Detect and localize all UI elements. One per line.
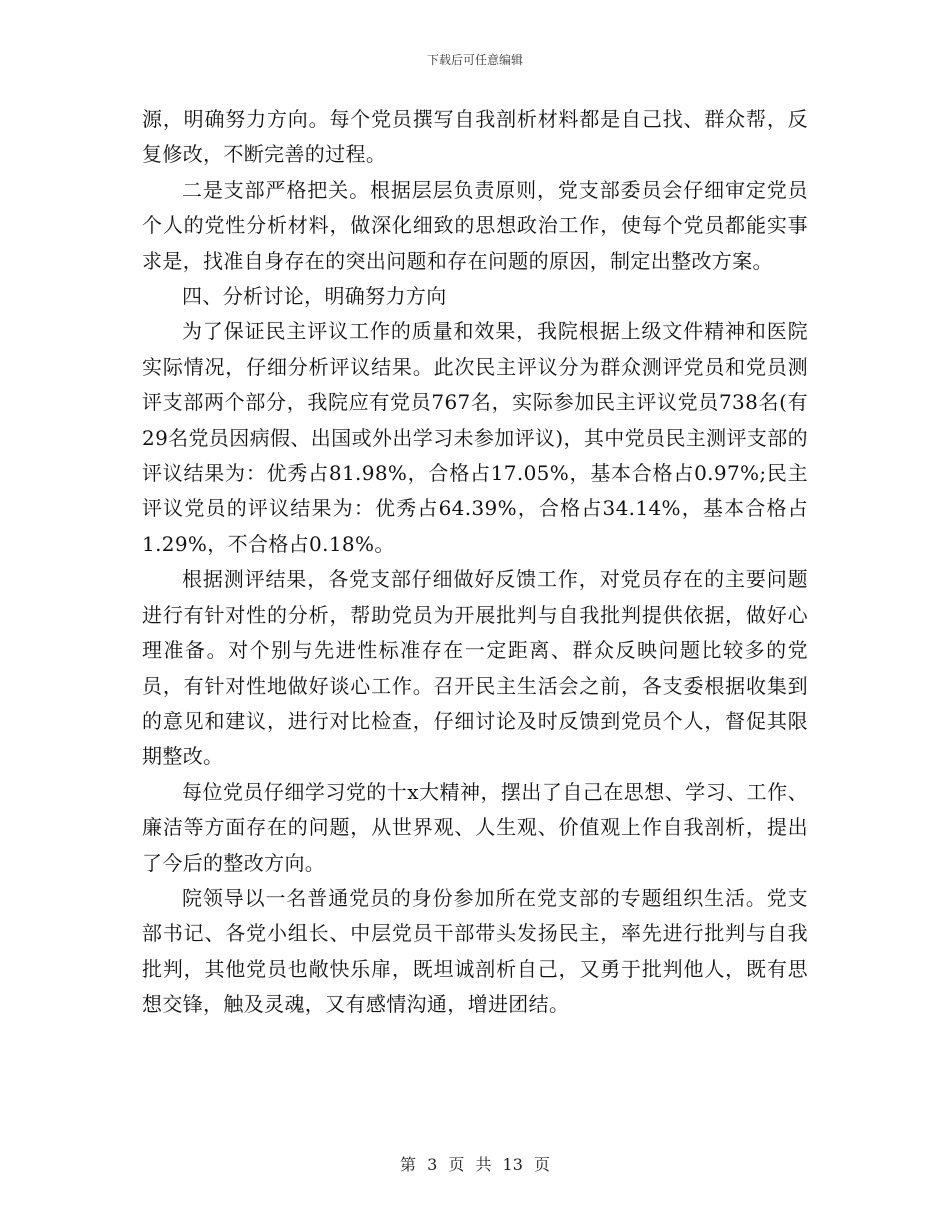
paragraph-feedback: 根据测评结果，各党支部仔细做好反馈工作，对党员存在的主要问题进行有针对性的分析，帮助党员为开展批判与自我批判提供依据，做好心理准备。对个别与先进性标准存在一定距离、群众反映问题比较多的党员，有针对性地做好谈心工作。召开民主生活会之前，各支委根据收集到的意见和建议，进行对比检查，仔细讨论及时反馈到党员个人，督促其限期整改。	[142, 567, 808, 769]
page-header: 下载后可任意编辑	[426, 53, 523, 67]
section-heading: 四、分析讨论，明确努力方向	[182, 284, 447, 309]
document-body	[142, 102, 808, 1023]
paragraph-branch-review: 二是支部严格把关。根据层层负责原则，党支部委员会仔细审定党员个人的党性分析材料，做深化细致的思想政治工作，使每个党员都能实事求是，找准自身存在的突出问题和存在问题的原因，制定出整改方案。	[142, 177, 808, 273]
page-number: 第 3 页 共 13 页	[400, 1155, 550, 1174]
paragraph-evaluation-results: 为了保证民主评议工作的质量和效果，我院根据上级文件精神和医院实际情况，仔细分析评议结果。此次民主评议分为群众测评党员和党员测评支部两个部分，我院应有党员767名，实际参加民主评议党员738名(有29名党员因病假、出国或外出学习未参加评议)，其中党员民主测评支部的评议结果为：优秀占81.98%，合格占17.05%，基本合格占0.97%;民主评议党员的评议结果为：优秀占64.39%，合格占34.14%，基本合格占1.29%，不合格占0.18%。	[142, 319, 808, 556]
paragraph-continuation: 源，明确努力方向。每个党员撰写自我剖析材料都是自己找、群众帮，反复修改，不断完善的过程。	[142, 107, 808, 167]
paragraph-study: 每位党员仔细学习党的十x大精神，摆出了自己在思想、学习、工作、廉洁等方面存在的问题，从世界观、人生观、价值观上作自我剖析，提出了今后的整改方向。	[142, 779, 808, 875]
paragraph-leadership: 院领导以一名普通党员的身份参加所在党支部的专题组织生活。党支部书记、各党小组长、中层党员干部带头发扬民主，率先进行批判与自我批判，其他党员也敞快乐扉，既坦诚剖析自己，又勇于批判他人，既有思想交锋，触及灵魂，又有感情沟通，增进团结。	[142, 885, 808, 1017]
